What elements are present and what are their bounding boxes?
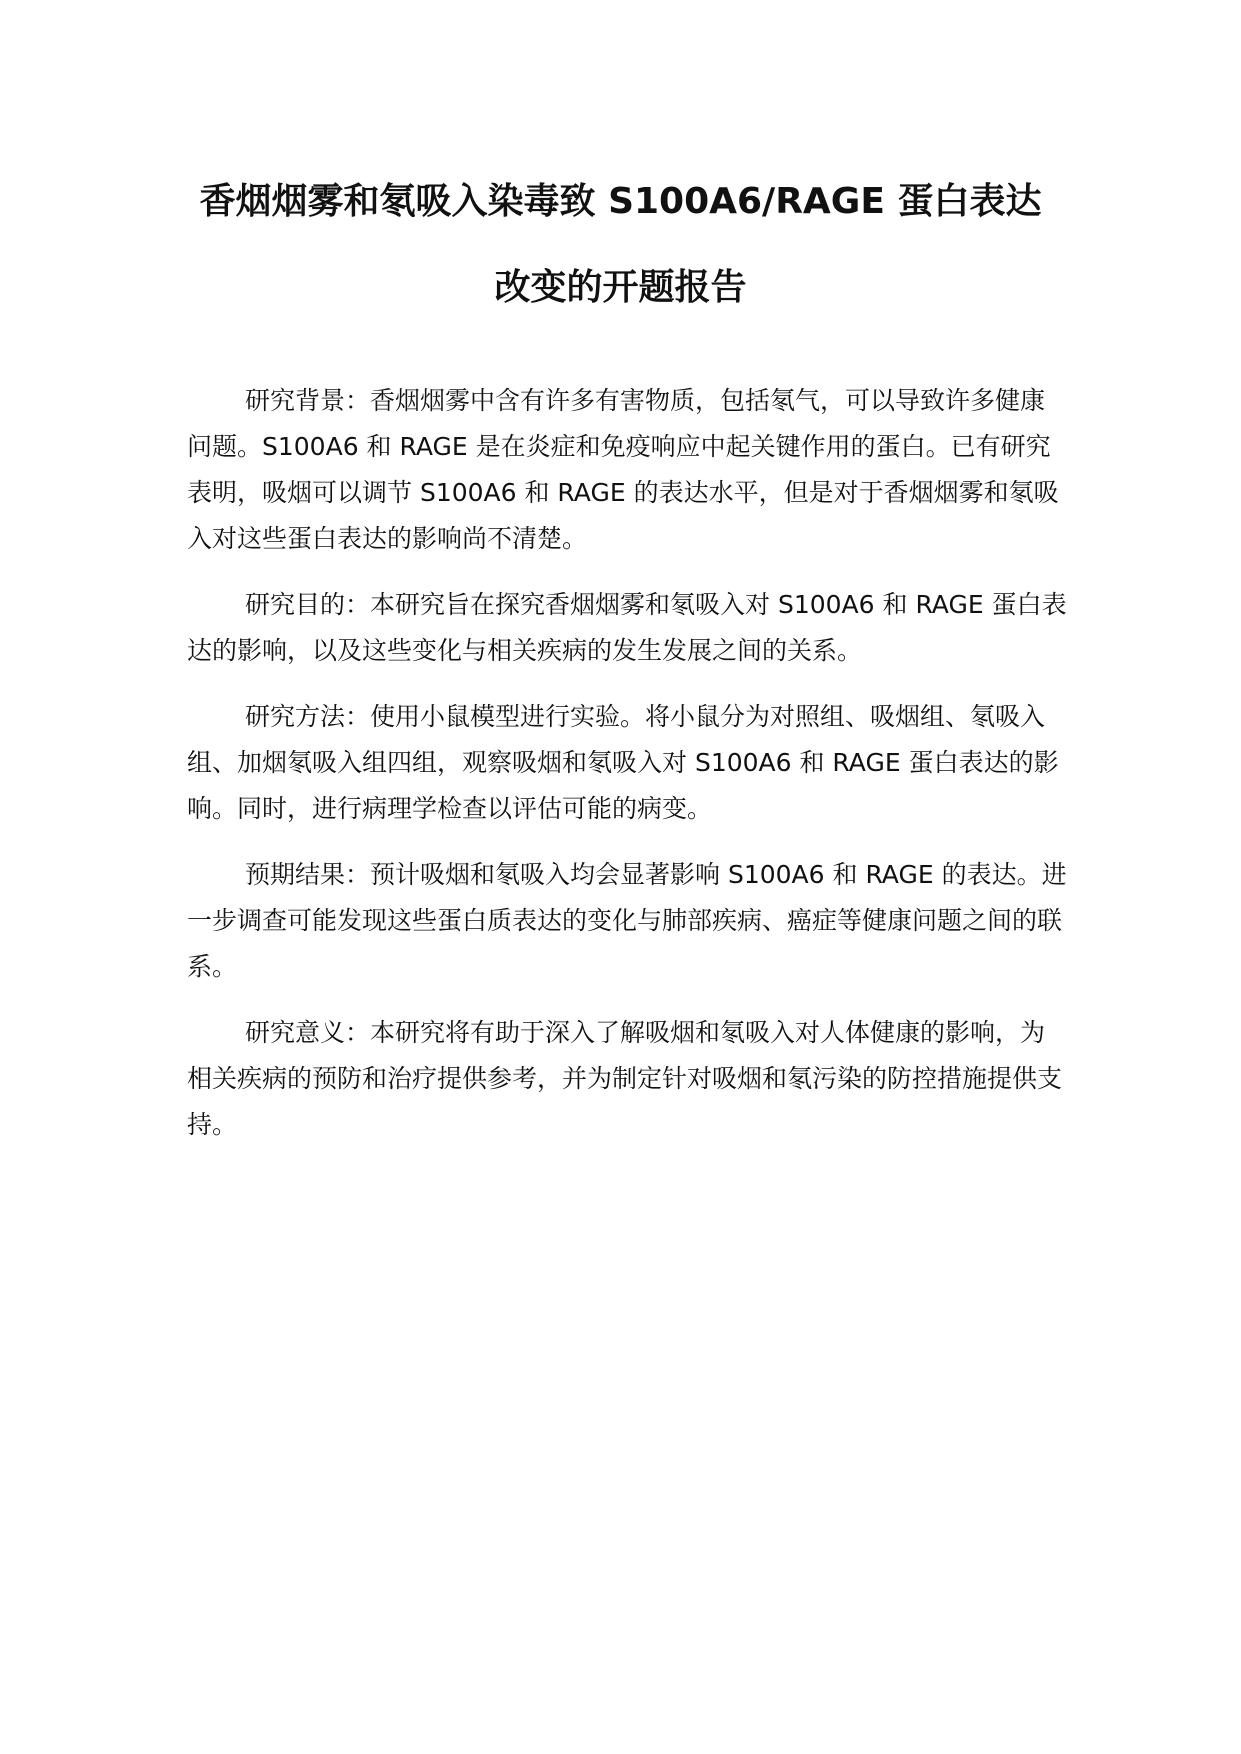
section-text: 预计吸烟和氡吸入均会显著影响 S100A6 和 RAGE 的表达。进一步调查可能发现这些蛋白质表达的变化与肺部疾病、癌症等健康问题之间的联系。 [187,860,1067,981]
section-label: 研究方法： [245,702,371,731]
document-body [187,378,1067,1168]
section-text: 香烟烟雾中含有许多有害物质，包括氡气，可以导致许多健康问题。S100A6 和 RAGE 是在炎症和免疫响应中起关键作用的蛋白。已有研究表明，吸烟可以调节 S100A6 和 RAGE 的表达水平，但是对于香烟烟雾和氡吸入对这些蛋白表达的影响尚不清楚。 [187,386,1059,553]
section-text: 本研究将有助于深入了解吸烟和氡吸入对人体健康的影响，为相关疾病的预防和治疗提供参考，并为制定针对吸烟和氡污染的防控措施提供支持。 [187,1018,1063,1139]
section-expected-results [187,852,1067,990]
section-methods [187,694,1067,832]
section-text: 使用小鼠模型进行实验。将小鼠分为对照组、吸烟组、氡吸入组、加烟氡吸入组四组，观察吸烟和氡吸入对 S100A6 和 RAGE 蛋白表达的影响。同时，进行病理学检查以评估可能的病变。 [187,702,1059,823]
section-objective [187,582,1067,674]
section-text: 本研究旨在探究香烟烟雾和氡吸入对 S100A6 和 RAGE 蛋白表达的影响，以及这些变化与相关疾病的发生发展之间的关系。 [187,590,1067,665]
section-significance [187,1010,1067,1148]
section-label: 预期结果： [245,860,371,889]
section-label: 研究目的： [245,590,371,619]
section-label: 研究意义： [245,1018,371,1047]
document-title-line-1: 香烟烟雾和氡吸入染毒致 S100A6/RAGE 蛋白表达 [199,181,1042,222]
section-background [187,378,1067,562]
document-title-line-2: 改变的开题报告 [494,267,747,308]
section-label: 研究背景： [245,386,371,415]
